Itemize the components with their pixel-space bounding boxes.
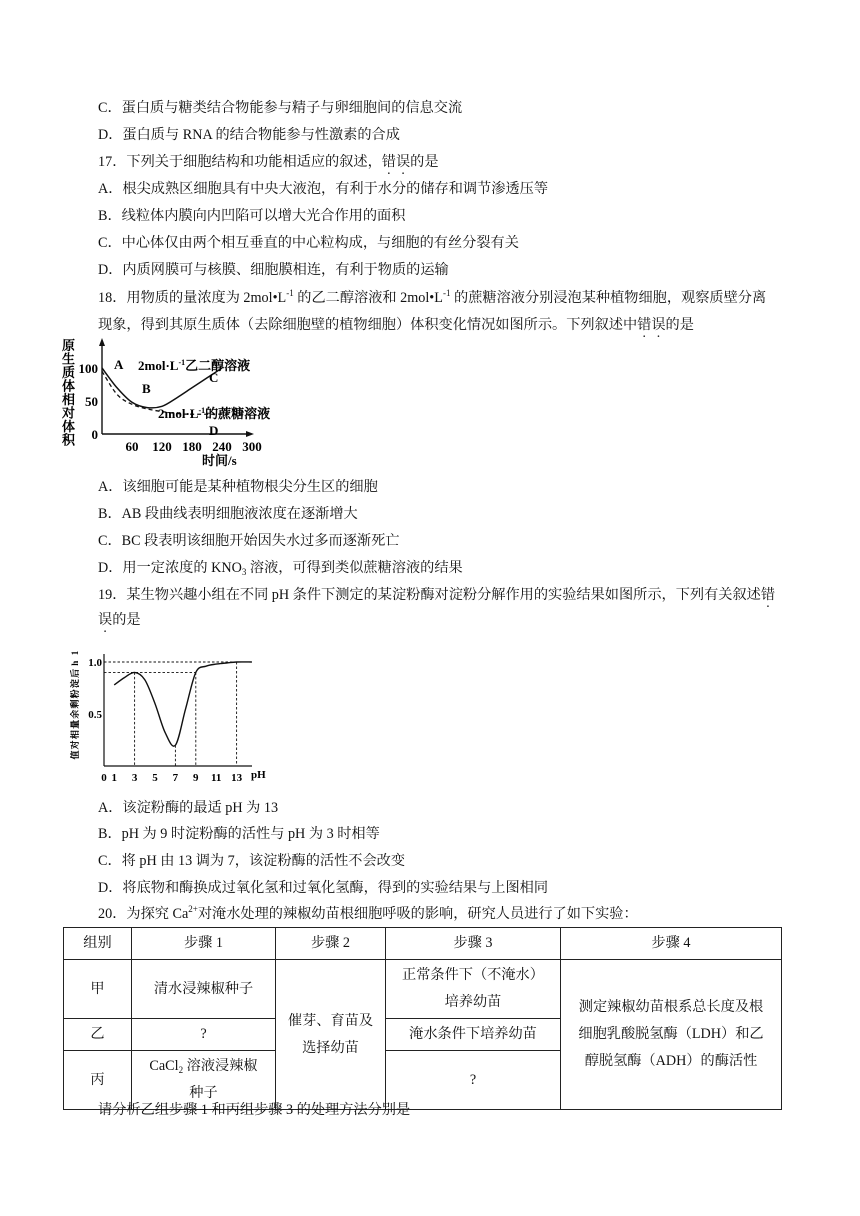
q18-series-ethylene-glycol [102, 368, 222, 408]
q20-text-a: 20．为探究 Ca [98, 906, 189, 922]
q19-x-tick-label: 1 [111, 772, 117, 784]
q18-sup-1: -1 [286, 288, 294, 298]
q19-chart-xlabel: pH [251, 769, 266, 781]
q17-stem-text: 17．下列关于细胞结构和功能相适应的叙述， [98, 154, 382, 170]
jia-step3-line2: 培养幼苗 [444, 994, 502, 1010]
header-step4: 步骤 4 [561, 928, 782, 960]
q18-point-label-d: D [209, 423, 219, 438]
cell-group-bing: 丙 [64, 1051, 132, 1110]
q18-x-tick-label: 180 [182, 439, 202, 454]
q18-ylabel-char: 积 [62, 432, 76, 448]
q18-point-label-a: A [114, 357, 124, 372]
q18-text-b: 的乙二醇溶液和 2mol•L [293, 290, 443, 306]
q18-text-c: 的蔗糖溶液分别浸泡某种植物细胞，观察质壁分离 [450, 290, 767, 306]
q18-chart-ylabel [61, 338, 76, 448]
step4-line1: 测定辣椒幼苗根系总长度及根 [578, 999, 764, 1015]
q18-d-text-a: D．用一定浓度的 KNO [98, 560, 242, 576]
q18-option-d [98, 558, 463, 578]
cell-yi-step1: ? [132, 1019, 276, 1051]
q18-y-tick-label: 0 [91, 427, 98, 442]
q19-ylabel-char: 对 [70, 740, 80, 750]
q18-x-tick-label: 120 [152, 439, 172, 454]
q16-option-c: C．蛋白质与糖类结合物能参与精子与卵细胞间的信息交流 [98, 100, 463, 116]
jia-step3-line1: 正常条件下（不淹水） [402, 967, 544, 983]
q19-starch-chart [62, 646, 282, 788]
bing-step1-c: 种子 [189, 1085, 218, 1101]
header-step2: 步骤 2 [276, 928, 386, 960]
q17-stem-end: 的是 [410, 154, 439, 170]
q19-emphasis-2: 误 [98, 612, 113, 628]
q19-ylabel-char: h [70, 660, 80, 666]
q19-option-b: B．pH 为 9 时淀粉酶的活性与 pH 为 3 时相等 [98, 826, 380, 842]
q17-option-a: A．根尖成熟区细胞具有中央大液泡，有利于水分的储存和调节渗透压等 [98, 181, 549, 197]
q20-experiment-table [63, 927, 782, 1110]
q17-emphasis-1: 错 [381, 154, 396, 170]
q18-emphasis-1: 错 [637, 317, 652, 333]
q19-ylabel-char: 量 [70, 719, 80, 729]
q18-text-d: 现象，得到其原生质体（去除细胞壁的植物细胞）体积变化情况如图所示。下列叙述中 [98, 317, 638, 333]
q20-followup: 请分析乙组步骤 1 和丙组步骤 3 的处理方法分别是 [98, 1102, 411, 1118]
q18-y-tick-label: 50 [85, 394, 98, 409]
q18-option-c: C．BC 段表明该细胞开始因失水过多而逐渐死亡 [98, 533, 400, 549]
q18-point-label-b: B [142, 381, 151, 396]
q19-x-tick-label: 11 [210, 772, 222, 784]
q17-stem [98, 152, 439, 172]
step4-line3: 醇脱氢酶（ADH）的酶活性 [584, 1053, 758, 1069]
table-row-jia [64, 960, 782, 1019]
q18-text-a: 18．用物质的量浓度为 2mol•L [98, 290, 287, 306]
q19-y-tick-label: 0.5 [88, 709, 102, 721]
q17-option-c: C．中心体仅由两个相互垂直的中心粒构成，与细胞的有丝分裂有关 [98, 235, 519, 251]
q18-chart-xlabel: 时间/s [202, 453, 237, 468]
q20-text-b: 对淹水处理的辣椒幼苗根细胞呼吸的影响，研究人员进行了如下实验： [197, 906, 638, 922]
bing-step1-a: CaCl [149, 1058, 179, 1074]
q19-stem-line1 [98, 585, 775, 605]
q18-y-tick-label: 100 [78, 361, 98, 376]
q19-chart-ylabel [69, 650, 80, 759]
q18-d-text-b: 溶液，可得到类似蔗糖溶液的结果 [246, 560, 463, 576]
q16-option-d: D．蛋白质与 RNA 的结合物能参与性激素的合成 [98, 127, 400, 143]
header-step1: 步骤 1 [132, 928, 276, 960]
q18-stem-line1 [98, 288, 766, 308]
cell-step4-shared [561, 960, 782, 1110]
cell-group-yi: 乙 [64, 1019, 132, 1051]
bing-step1-b: 溶液浸辣椒 [183, 1058, 258, 1074]
q19-stem-line2 [98, 610, 141, 630]
q19-ylabel-char: 1 [70, 650, 80, 656]
q19-ylabel-char: 后 [70, 668, 80, 678]
q17-option-b: B．线粒体内膜向内凹陷可以增大光合作用的面积 [98, 208, 406, 224]
cell-group-jia: 甲 [64, 960, 132, 1019]
cell-jia-step1: 清水浸辣椒种子 [132, 960, 276, 1019]
q18-ylabel-char: 体 [62, 378, 76, 394]
q20-stem [98, 904, 638, 924]
q19-y-tick-label: 1.0 [88, 657, 102, 669]
q18-stem-line2 [98, 315, 694, 335]
q18-chart-y-arrow [99, 338, 105, 346]
q19-text-b: 的是 [112, 612, 141, 628]
q18-x-tick-label: 60 [125, 439, 139, 454]
bing-step1-sub: 2 [178, 1065, 184, 1075]
cell-bing-step3: ? [386, 1051, 561, 1110]
q19-ylabel-char: 相 [70, 730, 80, 740]
q18-option-b: B．AB 段曲线表明细胞液浓度在逐渐增大 [98, 506, 358, 522]
table-header-row [64, 928, 782, 960]
q18-x-tick-label: 240 [212, 439, 232, 454]
cell-yi-step3: 淹水条件下培养幼苗 [386, 1019, 561, 1051]
q19-option-c: C．将 pH 由 13 调为 7，该淀粉酶的活性不会改变 [98, 853, 406, 869]
q19-ylabel-char: 淀 [70, 679, 80, 689]
q19-x-tick-label: 9 [193, 772, 199, 784]
q19-ylabel-char: 粉 [70, 689, 80, 699]
q18-series-label-sucrose: $2mol\cdot L^{-1}$的蔗糖溶液 [158, 406, 271, 421]
q18-option-a: A．该细胞可能是某种植物根尖分生区的细胞 [98, 479, 378, 495]
q19-ylabel-char: 值 [70, 750, 80, 760]
q18-ylabel-char: 对 [62, 405, 76, 421]
step2-line1: 催芽、育苗及 [287, 1012, 374, 1029]
q19-emphasis-1: 错 [760, 587, 776, 603]
q18-emphasis-2: 误 [651, 317, 666, 333]
q18-point-label-c: C [209, 370, 219, 385]
cell-step2-shared [276, 960, 386, 1110]
header-step3: 步骤 3 [386, 928, 561, 960]
q18-d-sub: 3 [241, 567, 247, 577]
q18-series-label-glycol: $2mol\cdot L^{-1}$乙二醇溶液 [138, 358, 251, 373]
cell-jia-step3 [386, 960, 561, 1019]
step4-line2: 细胞乳酸脱氢酶（LDH）和乙 [578, 1026, 764, 1042]
header-group: 组别 [64, 928, 132, 960]
q19-text-a: 19．某生物兴趣小组在不同 pH 条件下测定的某淀粉酶对淀粉分解作用的实验结果如图所示，下列有关叙述 [98, 587, 761, 603]
q19-ylabel-char: 剩 [70, 699, 80, 709]
q19-x-tick-label: 5 [152, 772, 158, 784]
q18-sup-2: -1 [442, 288, 451, 298]
q18-ylabel-char: 相 [62, 392, 76, 407]
q18-text-e: 的是 [665, 317, 694, 333]
q19-x-tick-label: 3 [131, 772, 138, 784]
q19-option-d: D．将底物和酶换成过氧化氢和过氧化氢酶，得到的实验结果与上图相同 [98, 880, 549, 896]
step2-line2: 选择幼苗 [302, 1039, 359, 1056]
q19-ylabel-char: 余 [70, 709, 80, 719]
q19-x-tick-label: 7 [172, 772, 179, 784]
q18-ylabel-char: 原 [62, 338, 76, 353]
q20-sup: 2+ [188, 904, 198, 914]
q18-ylabel-char: 质 [62, 365, 76, 380]
q18-ylabel-char: 生 [62, 351, 76, 367]
q19-x-tick-label: 13 [231, 772, 243, 784]
q18-ylabel-char: 体 [62, 419, 76, 434]
q18-volume-chart [62, 338, 312, 470]
q17-emphasis-2: 误 [395, 154, 411, 170]
q19-x-tick-label: 0 [101, 772, 107, 784]
q18-x-tick-label: 300 [242, 439, 262, 454]
q18-chart-x-arrow [246, 431, 254, 437]
q19-option-a: A．该淀粉酶的最适 pH 为 13 [98, 800, 279, 816]
q17-option-d: D．内质网膜可与核膜、细胞膜相连，有利于物质的运输 [98, 262, 449, 278]
